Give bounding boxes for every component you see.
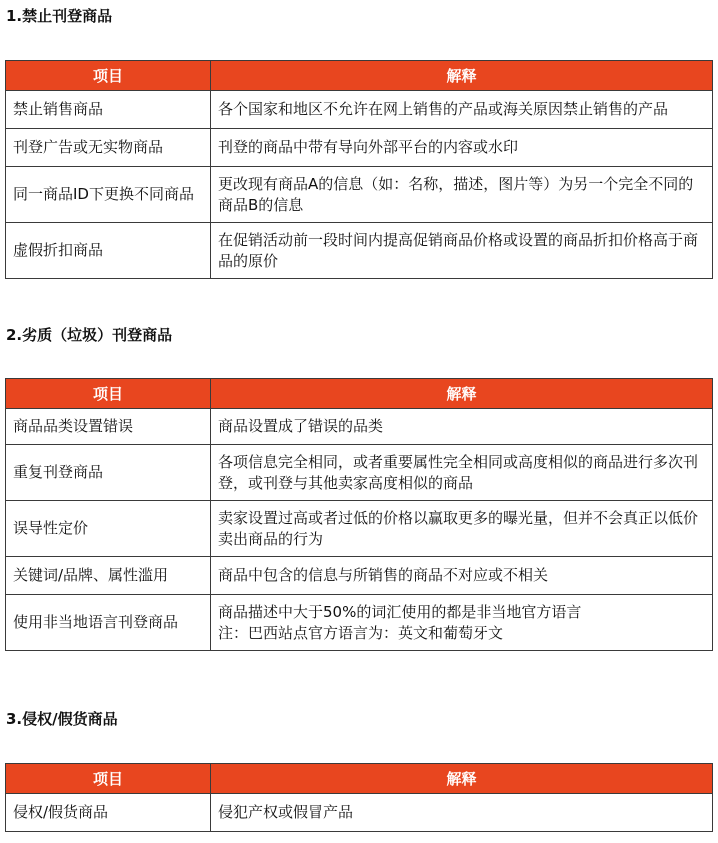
table-row	[6, 167, 713, 223]
explain-cell: 各个国家和地区不允许在网上销售的产品或海关原因禁止销售的产品	[211, 91, 713, 129]
item-cell: 刊登广告或无实物商品	[6, 129, 211, 167]
table-row	[6, 409, 713, 445]
header-project: 项目	[6, 379, 211, 409]
header-explain: 解释	[211, 764, 713, 794]
section-3-title: 3.侵权/假货商品	[6, 710, 118, 728]
explain-cell: 在促销活动前一段时间内提高促销商品价格或设置的商品折扣价格高于商品的原价	[211, 223, 713, 279]
header-project: 项目	[6, 764, 211, 794]
explain-cell: 刊登的商品中带有导向外部平台的内容或水印	[211, 129, 713, 167]
item-cell: 侵权/假货商品	[6, 794, 211, 832]
item-cell: 重复刊登商品	[6, 445, 211, 501]
table-row	[6, 223, 713, 279]
explain-note: 注：巴西站点官方语言为：英文和葡萄牙文	[218, 623, 504, 642]
explain-cell: 侵犯产权或假冒产品	[211, 794, 713, 832]
table-header-row	[6, 764, 713, 794]
item-cell: 关键词/品牌、属性滥用	[6, 557, 211, 595]
item-cell: 商品品类设置错误	[6, 409, 211, 445]
item-cell: 同一商品ID下更换不同商品	[6, 167, 211, 223]
explain-cell: 商品中包含的信息与所销售的商品不对应或不相关	[211, 557, 713, 595]
item-cell: 误导性定价	[6, 501, 211, 557]
explain-cell	[211, 595, 713, 651]
table-row	[6, 445, 713, 501]
table-row	[6, 91, 713, 129]
header-explain: 解释	[211, 379, 713, 409]
table-header-row	[6, 379, 713, 409]
item-cell: 使用非当地语言刊登商品	[6, 595, 211, 651]
table-row	[6, 501, 713, 557]
item-cell: 禁止销售商品	[6, 91, 211, 129]
infringing-goods-table	[5, 763, 713, 832]
prohibited-listings-table	[5, 60, 713, 279]
explain-cell: 卖家设置过高或者过低的价格以赢取更多的曝光量，但并不会真正以低价卖出商品的行为	[211, 501, 713, 557]
explain-cell: 各项信息完全相同，或者重要属性完全相同或高度相似的商品进行多次刊登，或刊登与其他卖家高度相似的商品	[211, 445, 713, 501]
table-row	[6, 557, 713, 595]
table-header-row	[6, 61, 713, 91]
explain-text: 商品描述中大于50%的词汇使用的都是非当地官方语言	[218, 602, 582, 621]
table-row	[6, 595, 713, 651]
section-2-title: 2.劣质（垃圾）刊登商品	[6, 326, 173, 344]
table-row	[6, 129, 713, 167]
item-cell: 虚假折扣商品	[6, 223, 211, 279]
explain-cell: 商品设置成了错误的品类	[211, 409, 713, 445]
low-quality-listings-table	[5, 378, 713, 651]
header-project: 项目	[6, 61, 211, 91]
header-explain: 解释	[211, 61, 713, 91]
explain-cell: 更改现有商品A的信息（如：名称，描述，图片等）为另一个完全不同的商品B的信息	[211, 167, 713, 223]
table-row	[6, 794, 713, 832]
section-1-title: 1.禁止刊登商品	[6, 7, 113, 25]
